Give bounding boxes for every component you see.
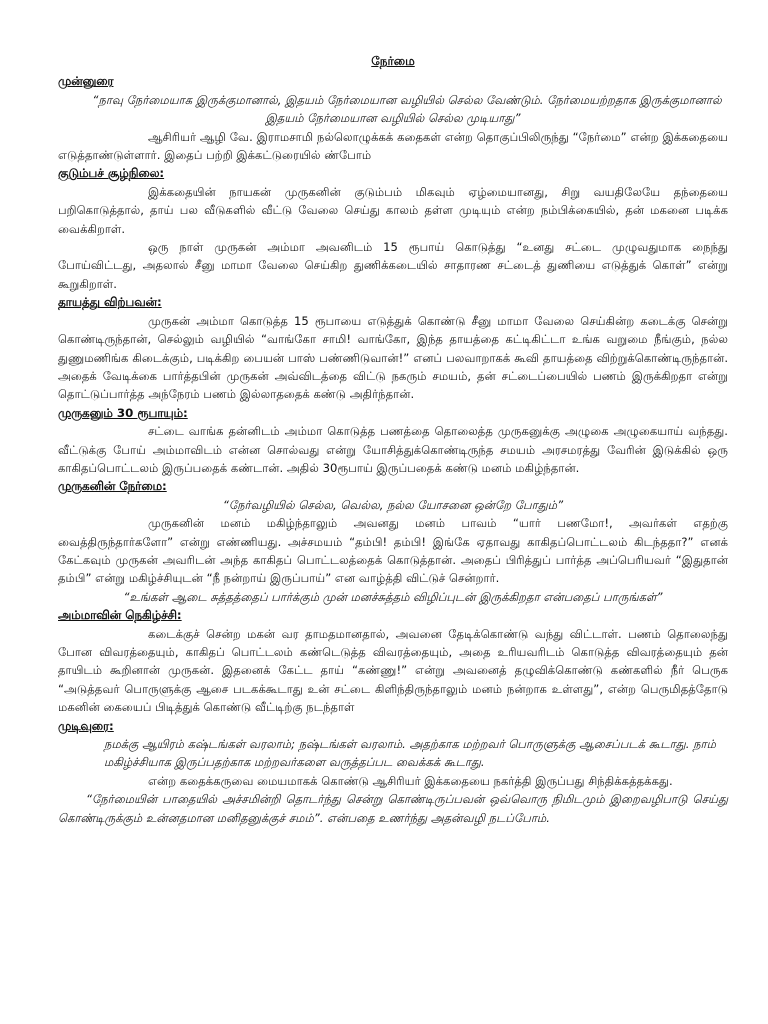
- honesty-paragraph: முருகனின் மனம் மகிழ்ந்தாலும் அவனது மனம் பாவம் “யார் பணமோ!, அவர்கள் எதற்கு வைத்திருந்தார்களோ” என்று எண்ணியது. அச்சமயம் “தம்பி! தம்பி! இங்கே ஏதாவது காகிதப்பொட்டலம் கிடந்ததா?” எனக் கேட்கவும் முருகன் அவரிடன் அந்த காகிதப் பொட்டலத்தைக் கொடுத்தான். அதைப் பிரித்துப் பார்த்த அப்பெரியவர் “இதுதான் தம்பி” என்று மகிழ்ச்சியுடன் “நீ நன்றாய் இருப்பாய்” என வாழ்த்தி விட்டுச் சென்றார்.: [58, 516, 728, 586]
- heading-seller: தாயத்து விற்பவன்:: [58, 295, 162, 310]
- heading-thirty-rupees: முருகனும் 30 ரூபாயும்:: [58, 405, 188, 420]
- mother-relief-paragraph: கடைக்குச் சென்ற மகன் வர தாமதமானதால், அவனை தேடிக்கொண்டு வந்து விட்டாள். பணம் தொலைந்து போன விவரத்தையும், காகிதப் பொட்டலம் கண்டெடுத்த விவரத்தையும், அதை உரியவரிடம் கொடுத்த விவரத்தையும் தன் தாயிடம் கூறினான் முருகன். இதனைக் கேட்ட தாய் “கண்ணு!” என்று அவனைத் தழுவிக்கொண்டு கண்களில் நீர் பெருக “அடுத்தவர் பொருளுக்கு ஆசை படகக்கூடாது உன் சட்டை கிளிந்திருந்தாலும் மனம் நன்றாக உள்ளது”, என்ற பெருமிதத்தோடு மகனின் கையைப் பிடித்துக் கொண்டு வீட்டிற்கு நடந்தாள்: [58, 626, 728, 715]
- conclusion-paragraph: என்ற கதைக்கருவை மையமாகக் கொண்டு ஆசிரியர் இக்கதையை நகர்த்தி இருப்பது சிந்திக்கத்தக்கது.: [148, 773, 673, 788]
- conclusion-quote-2: “நேர்மையின் பாதையில் அச்சமின்றி தொடர்ந்து சென்று கொண்டிருப்பவன் ஒவ்வொரு நிமிடமும் இறைவழிபாடு செய்து கொண்டிருக்கும் உன்னதமான மனிதனுக்குச் சமம்”. என்பதை உணர்ந்து அதன்வழி நடப்போம்.: [58, 792, 728, 825]
- heading-mother-relief: அம்மாவின் நெகிழ்ச்சி:: [58, 608, 182, 623]
- page-title: நேர்மை: [371, 54, 415, 68]
- intro-quote: “நாவு நேர்மையாக இருக்குமானால், இதயம் நேர்மையான வழியில் செல்ல வேண்டும். நேர்மையற்றதாக இருக்குமானால் இதயம் நேர்மையான வழியில் செல்ல முடியாது”: [92, 92, 722, 126]
- intro-text: ஆசிரியர் ஆழி வே. இராமசாமி நல்லொழுக்கக் கதைகள் என்ற தொகுப்பிலிருந்து “நேர்மை” என்ற இக்கதையை எடுத்தாண்டுள்ளார். இதைப் பற்றி இக்கட்டுரையில் ண்போம்: [58, 129, 728, 163]
- thirty-rupees-paragraph: சட்டை வாங்க தன்னிடம் அம்மா கொடுத்த பணத்தை தொலைத்த முருகனுக்கு அழுகை அழுகையாய் வந்தது. வீட்டுக்கு போய் அம்மாவிடம் என்ன சொல்வது என்று யோசித்துக்கொண்டிருந்த சமயம் அரசமரத்து வேரின் இடுக்கில் ஒரு காகிதப்பொட்டலம் இருப்பதைக் கண்டான். அதில் 30ரூபாய் இருப்பதைக் கண்டு மனம் மகிழ்ந்தான்.: [58, 424, 728, 475]
- heading-conclusion: முடிவுரை:: [58, 718, 114, 733]
- heading-intro: முன்னுரை: [58, 74, 114, 89]
- family-paragraph-1: இக்கதையின் நாயகன் முருகனின் குடும்பம் மிகவும் ஏழ்மையானது, சிறு வயதிலேயே தந்தையை பறிகொடுத்தால், தாய் பல வீடுகளில் வீட்டு வேலை செய்து காலம் தள்ள முடியும் என்ற நம்பிக்கையில், தன் மகனை படிக்க வைக்கிறாள்.: [58, 184, 728, 236]
- seller-paragraph: முருகன் அம்மா கொடுத்த 15 ரூபாயை எடுத்துக் கொண்டு சீனு மாமா வேலை செய்கின்ற கடைக்கு சென்று கொண்டிருந்தான், செல்லும் வழியில் “வாங்கோ சாமி! வாங்கோ, இந்த தாயத்தை கட்டிகிட்டா உங்க வறுமை நீங்கும், நல்ல துணுமணிங்க கிடைக்கும், படிக்கிற பையன் பாஸ் பண்ணிடுவான்!” எனப் பலவாறாகக் கூவி தாயத்தை விற்றுக்கொண்டிருந்தான். அதைக் வேடிக்கை பார்த்தபின் முருகன் அவ்விடத்தை விட்டு நகரும் சமயம், தன் சட்டைப்பையில் பணம் இருக்கிறதா என்று தொட்டுப்பார்த்த அந்நேரம் பணம் இல்லாததைக் கண்டு அதிர்ந்தான்.: [58, 313, 728, 402]
- conclusion-quote-1: நமக்கு ஆயிரம் கஷ்டங்கள் வரலாம்; நஷ்டங்கள் வரலாம். அதற்காக மற்றவர் பொருளுக்கு ஆசைப்படக் கூடாது. நாம் மகிழ்ச்சியாக இருப்பதற்காக மற்றவர்களை வருத்தப்பட வைக்கக் கூடாது.: [104, 737, 716, 770]
- heading-honesty: முருகனின் நேர்மை:: [58, 479, 167, 494]
- family-paragraph-2: ஒரு நாள் முருகன் அம்மா அவனிடம் 15 ரூபாய் கொடுத்து “உனது சட்டை முழுவதுமாக நைந்து போய்விட்டது, அதலால் சீனு மாமா வேலை செய்கிற துணிக்கடையில் சாதாரண சட்டைத் துணியை எடுத்துக் கொள்” என்று கூறுகிறாள்.: [58, 240, 728, 291]
- heading-family: குடும்பச் சூழ்நிலை:: [58, 166, 165, 181]
- honesty-quote-1: “நேர்வழியில் செல்ல, வெல்ல, நல்ல யோசனை ஒன்றே போதும்”: [222, 497, 564, 512]
- honesty-quote-2: “உங்கள் ஆடை சுத்தத்தைப் பார்க்கும் முன் மனச்சுத்தம் விழிப்புடன் இருக்கிறதா என்பதைப் பாருங்கள்”: [123, 589, 663, 604]
